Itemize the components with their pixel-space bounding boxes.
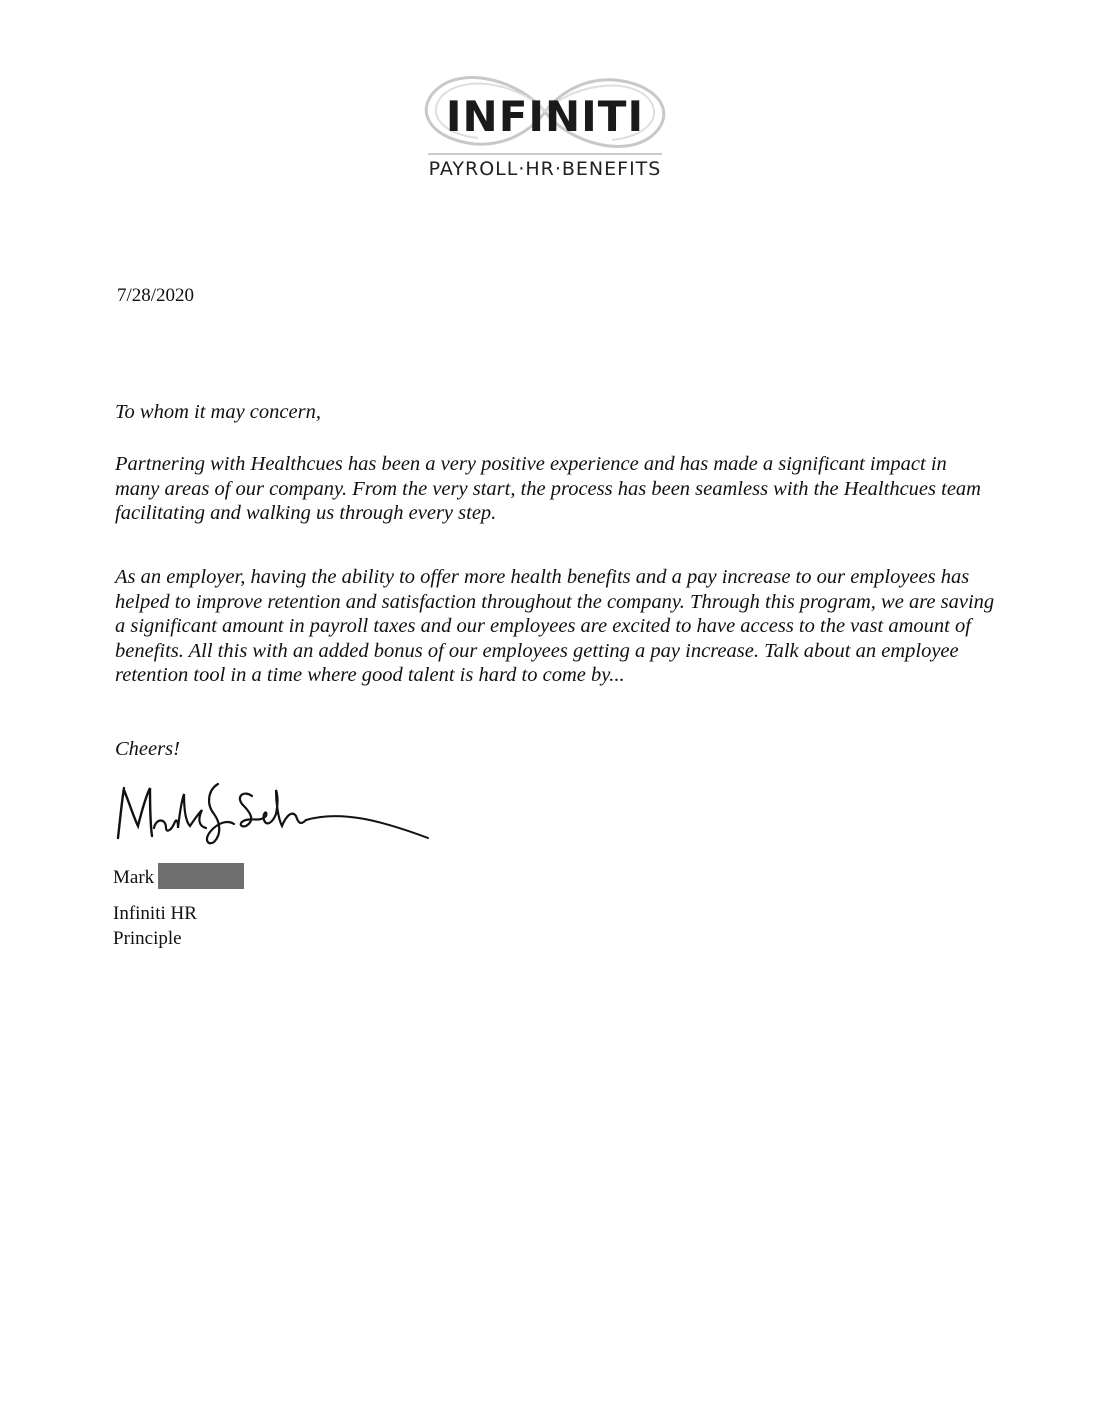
signer-company: Infiniti HR (113, 903, 197, 924)
closing: Cheers! (115, 738, 180, 760)
signer-name: Mark (113, 867, 155, 888)
handwritten-signature (110, 770, 430, 850)
body-paragraph-1: Partnering with Healthcues has been a very positive experience and has made a significant impact in many areas of our company. From the very start, the process has been seamless with the Healthcues team facilitating and walking us through every step. (115, 453, 981, 524)
company-logo (420, 62, 680, 192)
body-paragraph-2: As an employer, having the ability to offer more health benefits and a pay increase to our employees has helped to improve retention and satisfaction throughout the company. Through this program, we are saving a significant amount in payroll taxes and our employees are excited to have access to the vast amount of benefits. All this with an added bonus of our employees getting a pay increase. Talk about an employee retention tool in a time where good talent is hard to come by... (115, 566, 995, 686)
letter-date: 7/28/2020 (117, 285, 195, 306)
redaction-box (158, 863, 244, 889)
logo-tagline: PAYROLL·HR·BENEFITS (428, 158, 662, 180)
signer-title: Principle (113, 928, 182, 949)
signer-name-line (113, 863, 244, 889)
salutation: To whom it may concern, (115, 401, 321, 423)
logo-wordmark: INFINITI (445, 92, 645, 141)
